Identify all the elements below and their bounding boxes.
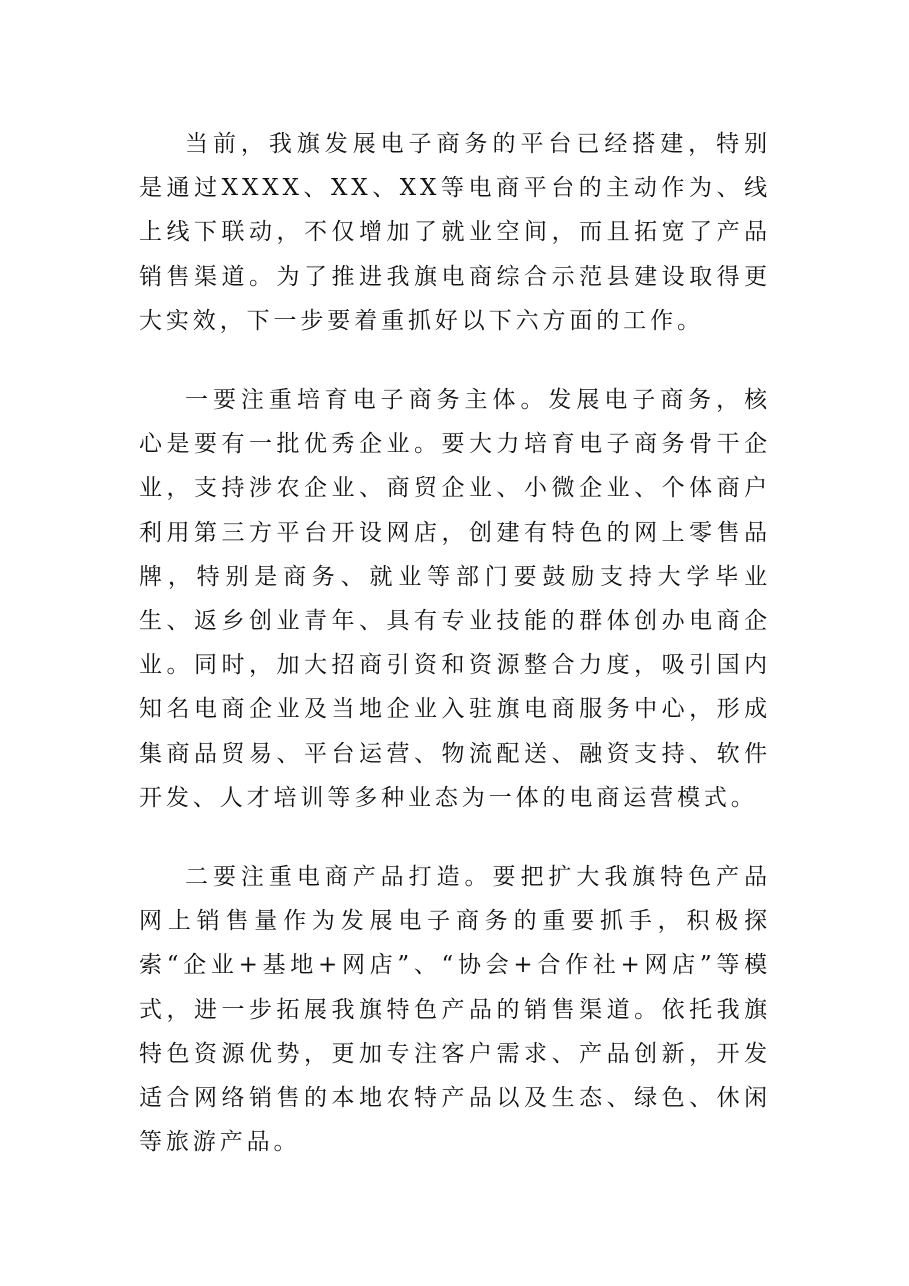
paragraph-point-two: 二要注重电商产品打造。要把扩大我旗特色产品网上销售量作为发展电子商务的重要抓手，积极探索“企业+基地+网店”、“协会+合作社+网店”等模式，进一步拓展我旗特色产品的销售渠道。依托我旗特色资源优势，更加专注客户需求、产品创新，开发适合网络销售的本地农特产品以及生态、绿色、休闲等旅游产品。 [139, 864, 771, 1156]
paragraph-point-one: 一要注重培育电子商务主体。发展电子商务，核心是要有一批优秀企业。要大力培育电子商务骨干企业，支持涉农企业、商贸企业、小微企业、个体商户利用第三方平台开设网店，创建有特色的网上零售品牌，特别是商务、就业等部门要鼓励支持大学毕业生、返乡创业青年、具有专业技能的群体创办电商企业。同时，加大招商引资和资源整合力度，吸引国内知名电商企业及当地企业入驻旗电商服务中心，形成集商品贸易、平台运营、物流配送、融资支持、软件开发、人才培训等多种业态为一体的电商运营模式。 [139, 387, 771, 811]
document-page [139, 122, 771, 1164]
paragraph-intro: 当前，我旗发展电子商务的平台已经搭建，特别是通过XXXX、XX、XX等电商平台的主动作为、线上线下联动，不仅增加了就业空间，而且拓宽了产品销售渠道。为了推进我旗电商综合示范县建设取得更大实效，下一步要着重抓好以下六方面的工作。 [139, 131, 771, 334]
